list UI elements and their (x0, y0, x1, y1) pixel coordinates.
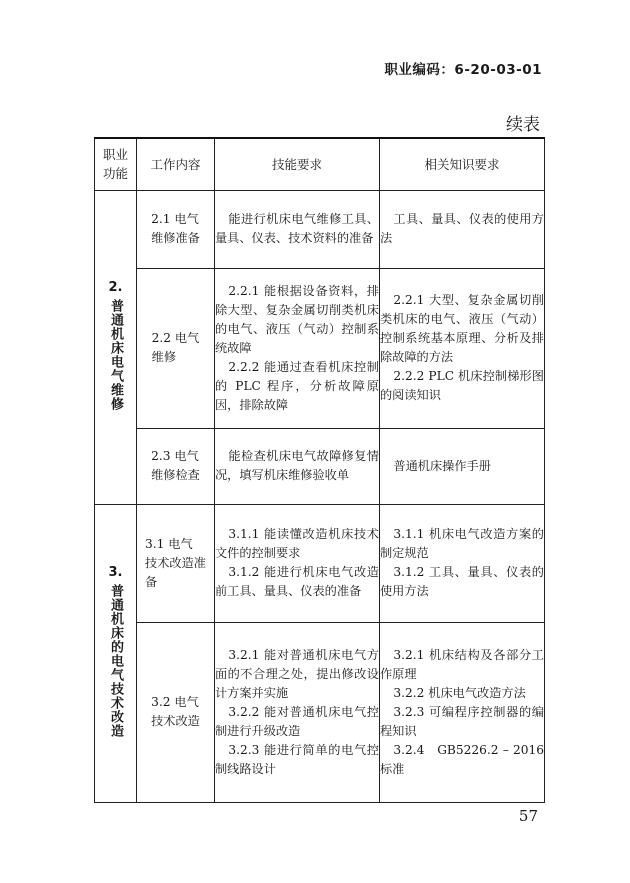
skill-cell: 能进行机床电气维修工具、量具、仪表、技术资料的准备 (215, 190, 380, 268)
function-name: 普通机床的电气技术改造 (108, 583, 123, 738)
work-content-cell: 2.2 电气 维修 (137, 268, 215, 428)
skills-table (94, 137, 545, 803)
table-row (95, 504, 545, 622)
function-number: 2. (108, 279, 123, 295)
knowledge-cell: 2.2.1 大型、复杂金属切削类机床的电气、液压（气动）控制系统基本原理、分析及排除故障的方法 2.2.2 PLC 机床控制梯形图的阅读知识 (380, 268, 545, 428)
header-knowledge-requirements: 相关知识要求 (380, 138, 545, 190)
function-name: 普通机床电气维修 (108, 298, 123, 411)
function-cell (95, 504, 137, 802)
knowledge-cell: 3.2.1 机床结构及各部分工作原理 3.2.2 机床电气改造方法 3.2.3 可编程序控制器的编程知识 3.2.4 GB5226.2 – 2016 标准 (380, 622, 545, 802)
knowledge-cell: 3.1.1 机床电气改造方案的制定规范 3.1.2 工具、量具、仪表的使用方法 (380, 504, 545, 622)
occupation-code: 职业编码：6-20-03-01 (384, 62, 542, 78)
work-content-cell: 3.2 电气 技术改造 (137, 622, 215, 802)
function-number: 3. (108, 564, 123, 580)
work-content-cell: 3.1 电气 技术改造准 备 (137, 504, 215, 622)
header-work-content: 工作内容 (137, 138, 215, 190)
function-cell (95, 190, 137, 504)
table-row (95, 190, 545, 268)
page-number: 57 (518, 807, 538, 825)
table-row (95, 428, 545, 504)
knowledge-cell: 普通机床操作手册 (380, 428, 545, 504)
table-header-row (95, 138, 545, 190)
knowledge-cell: 工具、量具、仪表的使用方法 (380, 190, 545, 268)
header-skill-requirements: 技能要求 (215, 138, 380, 190)
skill-cell: 3.1.1 能读懂改造机床技术文件的控制要求 3.1.2 能进行机床电气改造前工具、量具、仪表的准备 (215, 504, 380, 622)
skill-cell: 能检查机床电气故障修复情况，填写机床维修验收单 (215, 428, 380, 504)
header-function: 职业 功能 (95, 138, 137, 190)
table-row (95, 268, 545, 428)
table-row (95, 622, 545, 802)
work-content-cell: 2.1 电气 维修准备 (137, 190, 215, 268)
skill-cell: 2.2.1 能根据设备资料，排除大型、复杂金属切削类机床的电气、液压（气动）控制系统故障 2.2.2 能通过查看机床控制的 PLC 程序，分析故障原因，排除故障 (215, 268, 380, 428)
skill-cell: 3.2.1 能对普通机床电气方面的不合理之处，提出修改设计方案并实施 3.2.2 能对普通机床电气控制进行升级改造 3.2.3 能进行简单的电气控制线路设计 (215, 622, 380, 802)
continued-label: 续表 (506, 115, 540, 135)
work-content-cell: 2.3 电气 维修检查 (137, 428, 215, 504)
